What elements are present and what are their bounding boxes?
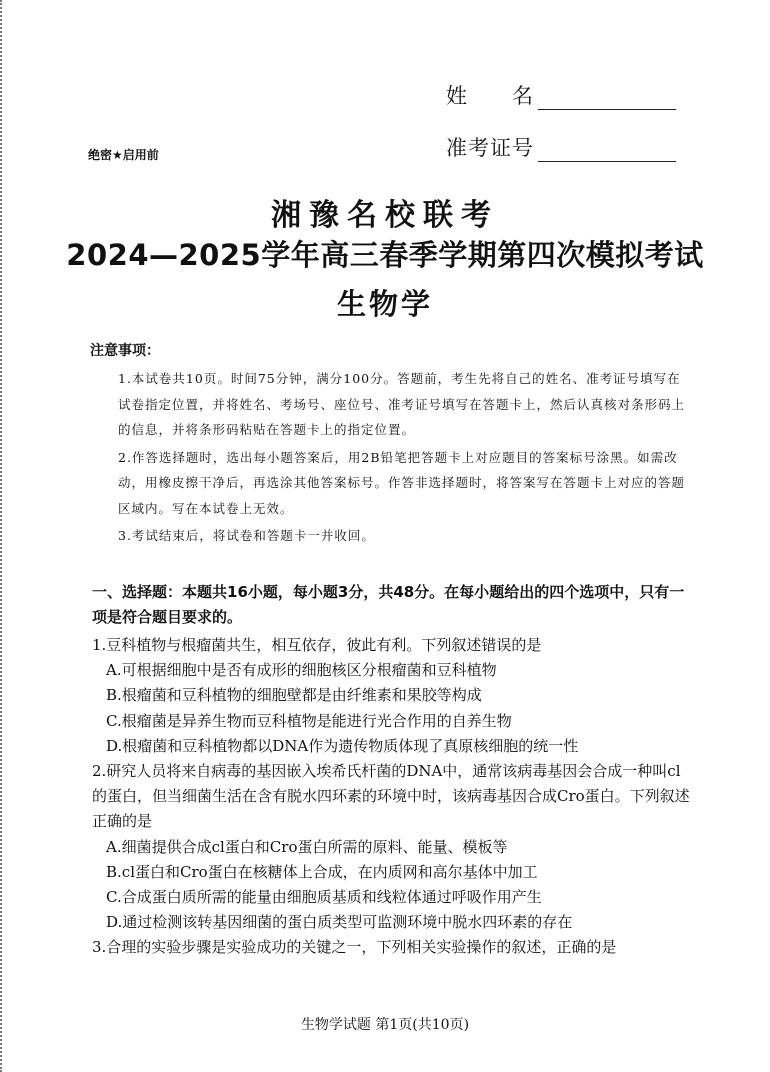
option-a: A.细菌提供合成cl蛋白和Cro蛋白所需的原料、能量、模板等: [106, 837, 508, 856]
name-blank: [538, 83, 676, 110]
subject-title: 生物学: [336, 287, 433, 321]
section-heading: 一、选择题：本题共16小题，每小题3分，共48分。在每小题给出的四个选项中，只有一项是符合题目要求的。: [92, 583, 685, 626]
exam-title-line2: 2024—2025学年高三春季学期第四次模拟考试: [66, 238, 704, 272]
question-2: [92, 759, 692, 935]
question-3: [92, 935, 692, 960]
exam-title-line1: 湘豫名校联考: [271, 198, 499, 233]
name-label: 姓 名: [446, 84, 534, 108]
secret-mark: 绝密★启用前: [88, 148, 159, 162]
option-d: D.根瘤菌和豆科植物都以DNA作为遗传物质体现了真原核细胞的统一性: [106, 736, 579, 755]
notice-item: 3.考试结束后，将试卷和答题卡一并收回。: [118, 528, 375, 543]
notice-heading: 注意事项：: [90, 343, 160, 359]
name-row: [446, 58, 676, 110]
option-b: B.根瘤菌和豆科植物的细胞壁都是由纤维素和果胶等构成: [106, 686, 482, 705]
page-edge-perforation: [0, 0, 6, 1072]
notice-list: [118, 366, 690, 551]
question-1: [92, 633, 692, 759]
option-b: B.cl蛋白和Cro蛋白在核糖体上合成，在内质网和高尔基体中加工: [106, 862, 538, 881]
exam-id-blank: [538, 135, 676, 162]
candidate-info: [446, 58, 676, 162]
option-c: C.合成蛋白质所需的能量由细胞质基质和线粒体通过呼吸作用产生: [106, 888, 542, 907]
notice-item: 1.本试卷共10页。时间75分钟，满分100分。答题前，考生先将自己的姓名、准考证号填写在试卷指定位置，并将姓名、考场号、座位号、准考证号填写在答题卡上，然后认真核对条形码上的信息，并将条形码粘贴在答题卡上的指定位置。: [118, 371, 686, 437]
notice-item: 2.作答选择题时，选出每小题答案后，用2B铅笔把答题卡上对应题目的答案标号涂黑。如需改动，用橡皮擦干净后，再选涂其他答案标号。作答非选择题时，将答案写在答题卡上对应的答题区域内。写在本试卷上无效。: [118, 449, 686, 516]
question-stem: 3.合理的实验步骤是实验成功的关键之一，下列相关实验操作的叙述，正确的是: [92, 938, 617, 957]
question-list: [92, 633, 692, 961]
page-footer: 生物学试题 第1页(共10页): [300, 1017, 470, 1033]
exam-id-row: [446, 110, 676, 162]
option-a: A.可根据细胞中是否有成形的细胞核区分根瘤菌和豆科植物: [106, 661, 497, 680]
question-stem: 2.研究人员将来自病毒的基因嵌入埃希氏杆菌的DNA中，通常该病毒基因会合成一种叫cl的蛋白，但当细菌生活在含有脱水四环素的环境中时，该病毒基因合成Cro蛋白。下列叙述正确的是: [92, 762, 690, 831]
exam-id-label: 准考证号: [446, 136, 534, 160]
option-c: C.根瘤菌是异养生物而豆科植物是能进行光合作用的自养生物: [106, 711, 512, 730]
option-d: D.通过检测该转基因细菌的蛋白质类型可监测环境中脱水四环素的存在: [106, 913, 573, 932]
question-stem: 1.豆科植物与根瘤菌共生，相互依存，彼此有利。下列叙述错误的是: [92, 636, 542, 654]
